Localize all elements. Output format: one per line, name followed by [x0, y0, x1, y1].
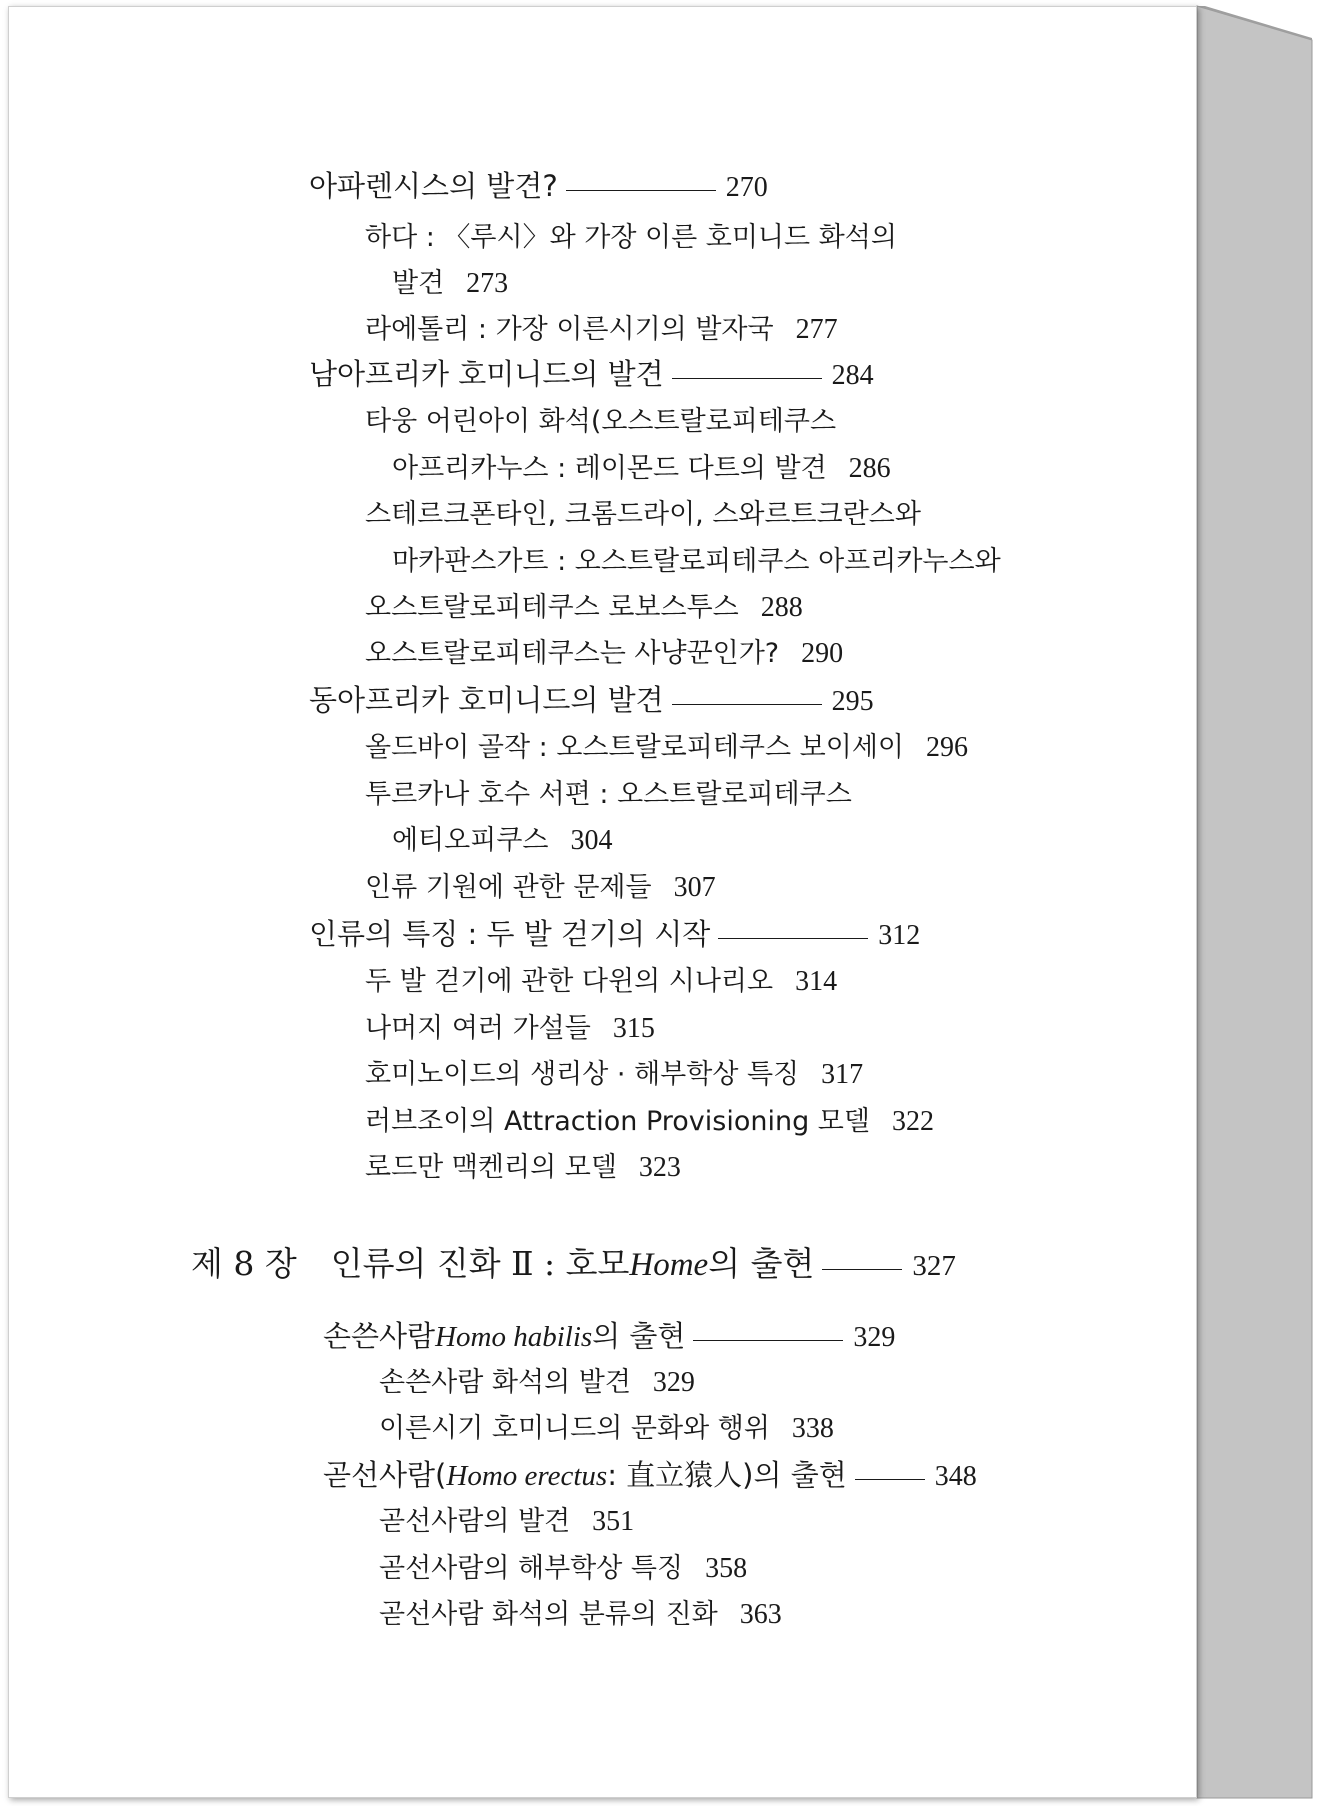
leader-line: [672, 378, 822, 379]
entry-title: 타웅 어린아이 화석(오스트랄로피테쿠스: [365, 406, 837, 437]
entry-title: 올드바이 골작 : 오스트랄로피테쿠스 보이세이: [365, 732, 904, 763]
toc-entry-l21: [365, 1105, 934, 1139]
entry-title: 아프리카누스 : 레이몬드 다트의 발견: [392, 453, 827, 484]
entry-title: 두 발 걷기에 관한 다윈의 시나리오: [365, 966, 774, 997]
chapter-number: 제 8 장: [191, 1244, 297, 1283]
toc-entry-l6: [365, 405, 836, 439]
entry-title: 라에톨리 : 가장 이른시기의 발자국: [365, 314, 774, 345]
toc-entry-l15: [392, 824, 613, 858]
page-number: 338: [791, 1413, 834, 1444]
toc-entry-l7: [392, 452, 891, 486]
leader-line: [822, 1269, 902, 1270]
entry-title: 동아프리카 호미니드의 발견: [309, 683, 664, 717]
entry-title: 마카판스가트 : 오스트랄로피테쿠스 아프리카누스와: [392, 546, 1001, 577]
page-number: 329: [652, 1367, 695, 1398]
page-number: 288: [760, 592, 803, 623]
toc-entry-l27: [379, 1505, 634, 1539]
page-number: 322: [891, 1106, 934, 1137]
page-number: 290: [801, 638, 844, 669]
page-number: 304: [570, 825, 613, 856]
toc-section-l12: [309, 683, 874, 719]
entry-title: 곧선사람의 발견: [379, 1506, 571, 1537]
page-number: 358: [705, 1553, 748, 1584]
toc-entry-l11: [365, 637, 843, 671]
toc-entry-l2: [365, 221, 897, 255]
toc-entry-l18: [365, 965, 837, 999]
leader-line: [693, 1340, 843, 1341]
entry-title: 발견: [392, 268, 445, 299]
chapter-title-suffix: 의 출현: [708, 1244, 815, 1283]
entry-title: 곧선사람 화석의 분류의 진화: [379, 1599, 718, 1630]
toc-entry-l28: [379, 1552, 747, 1586]
page-number: 317: [821, 1059, 864, 1090]
entry-title-suffix: 의 출현: [592, 1319, 686, 1353]
toc-entry-l13: [365, 731, 968, 765]
entry-title: 곧선사람(: [323, 1458, 447, 1492]
entry-title: 오스트랄로피테쿠스 로보스투스: [365, 592, 739, 623]
leader-line: [672, 704, 822, 705]
toc-section-l5: [309, 357, 874, 393]
leader-line: [566, 190, 716, 191]
toc-entry-l25: [379, 1412, 834, 1446]
toc-section-l17: [309, 917, 920, 953]
entry-title: 곧선사람의 해부학상 특징: [379, 1553, 684, 1584]
page-number: 348: [934, 1461, 977, 1492]
toc-entry-l20: [365, 1058, 863, 1092]
entry-title: 러브조이의 Attraction Provisioning 모델: [365, 1106, 870, 1137]
entry-title: 손쓴사람 화석의 발견: [379, 1367, 631, 1398]
page-number: 284: [831, 360, 874, 391]
toc-entry-l29: [379, 1598, 782, 1632]
page-number: 314: [795, 966, 838, 997]
entry-title: 인류의 특징 : 두 발 걷기의 시작: [309, 917, 711, 951]
page-number: 329: [853, 1322, 896, 1353]
toc-page: [8, 6, 1197, 1798]
toc-entry-l8: [365, 498, 921, 532]
entry-title: 인류 기원에 관한 문제들: [365, 872, 652, 903]
page-number: 270: [725, 172, 768, 203]
page-number: 363: [739, 1599, 782, 1630]
leader-line: [855, 1479, 925, 1480]
entry-title: 하다 : 〈루시〉와 가장 이른 호미니드 화석의: [365, 222, 897, 253]
chapter-title: 인류의 진화 Ⅱ : 호모: [330, 1244, 630, 1283]
entry-title: 손쓴사람: [323, 1319, 436, 1353]
chapter-title-italic: Home: [629, 1247, 709, 1283]
page-number: 295: [831, 686, 874, 717]
entry-title-italic: Homo habilis: [435, 1321, 593, 1353]
entry-title: 남아프리카 호미니드의 발견: [309, 357, 664, 391]
page-number: 286: [848, 453, 891, 484]
entry-title: 스테르크폰타인, 크롬드라이, 스와르트크란스와: [365, 499, 921, 530]
page-number: 296: [925, 732, 968, 763]
toc-entry-l16: [365, 871, 716, 905]
toc-entry-l9: [392, 545, 1001, 579]
entry-title: 나머지 여러 가설들: [365, 1013, 591, 1044]
entry-title-italic: Homo erectus: [446, 1460, 608, 1492]
toc-entry-l3: [392, 267, 508, 301]
entry-title: 에티오피쿠스: [392, 825, 549, 856]
toc-section-l1: [309, 169, 768, 205]
page-number: 351: [592, 1506, 635, 1537]
toc-entry-l24: [379, 1366, 695, 1400]
toc-entry-l10: [365, 591, 803, 625]
toc-section-l26: [323, 1458, 977, 1494]
entry-title: 투르카나 호수 서편 : 오스트랄로피테쿠스: [365, 779, 852, 810]
entry-title: 로드만 맥켄리의 모델: [365, 1152, 617, 1183]
chapter-heading: [191, 1243, 956, 1287]
page-number: 315: [612, 1013, 655, 1044]
entry-title: 아파렌시스의 발견?: [309, 169, 558, 203]
toc-entry-l14: [365, 778, 852, 812]
toc-entry-l4: [365, 313, 838, 347]
leader-line: [718, 938, 868, 939]
toc-entry-l19: [365, 1012, 655, 1046]
page-number: 323: [638, 1152, 681, 1183]
toc-section-l23: [323, 1319, 895, 1355]
page-number: 312: [878, 920, 921, 951]
page-number: 273: [466, 268, 509, 299]
entry-title-suffix: : 直立猿人)의 출현: [607, 1458, 847, 1492]
page-number: 327: [912, 1250, 956, 1282]
page-number: 307: [673, 872, 716, 903]
entry-title: 호미노이드의 생리상 · 해부학상 특징: [365, 1059, 800, 1090]
page-number: 277: [795, 314, 838, 345]
toc-entry-l22: [365, 1151, 681, 1185]
entry-title: 이른시기 호미니드의 문화와 행위: [379, 1413, 770, 1444]
entry-title: 오스트랄로피테쿠스는 사냥꾼인가?: [365, 638, 780, 669]
